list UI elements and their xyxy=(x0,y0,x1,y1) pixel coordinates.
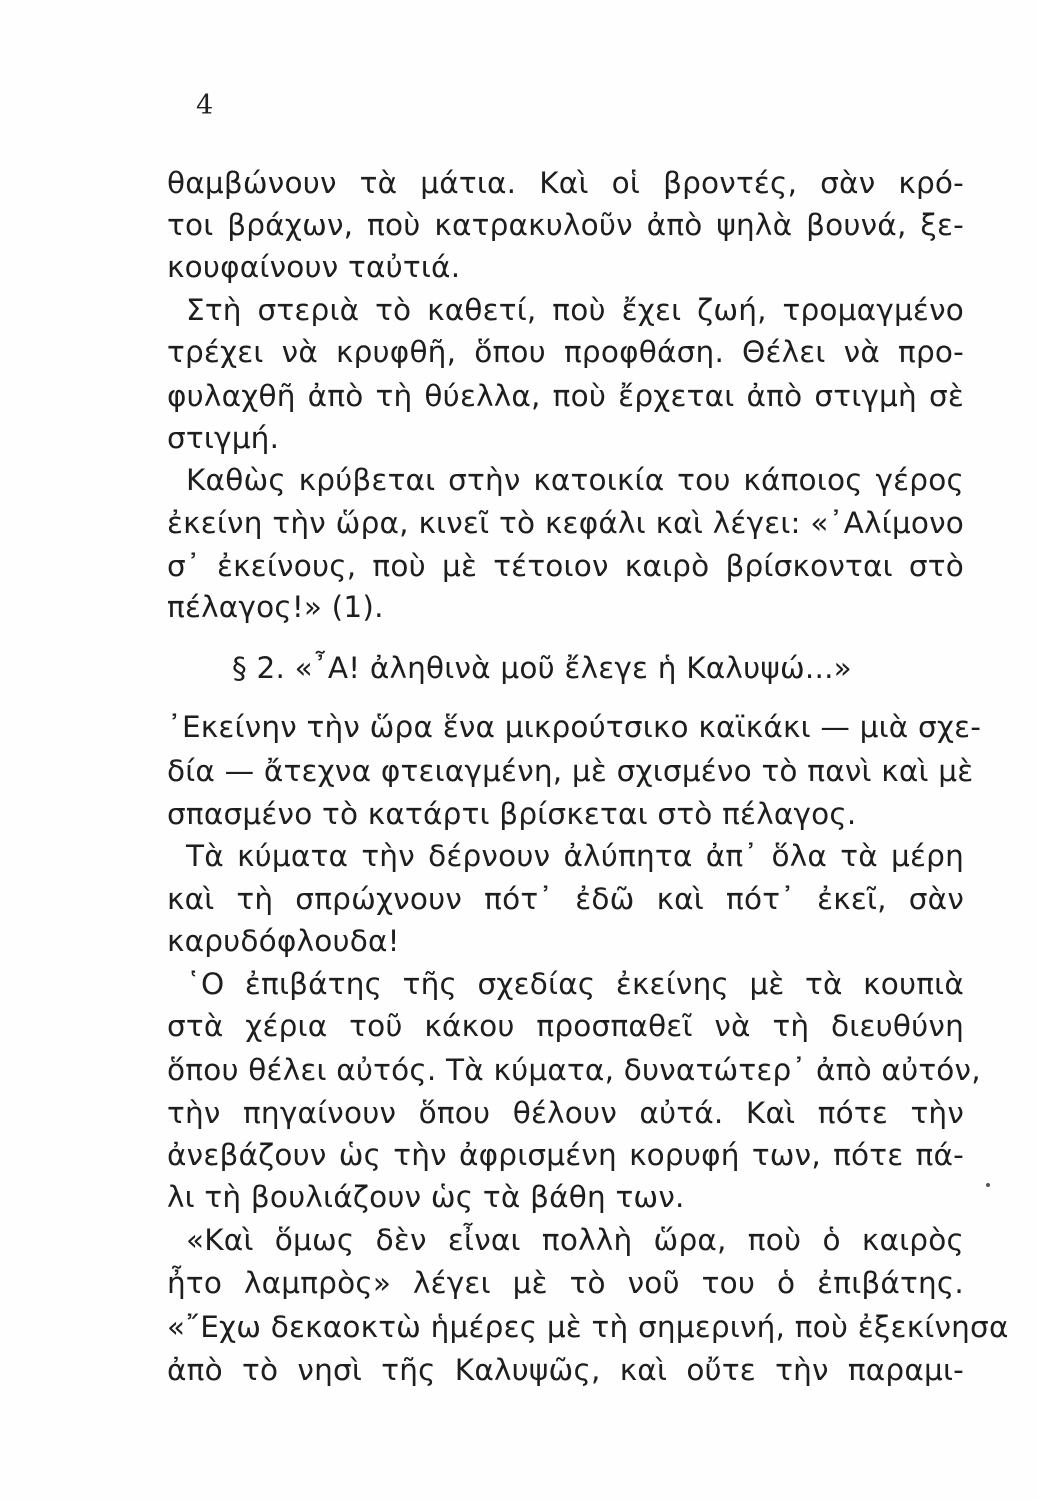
text-line: στιγμή. xyxy=(167,421,280,455)
text-line: ὅπου θέλει αὐτός. Τὰ κύματα, δυνατώτερ᾿ ἀπὸ αὐτόν, xyxy=(167,1053,981,1087)
ink-speck xyxy=(986,1183,990,1187)
text-line: θαμβώνουν τὰ μάτια. Καὶ οἱ βροντές, σὰν κρό- xyxy=(167,166,964,200)
section-heading: § 2. «῏Α! ἀληθινὰ μοῦ ἔλεγε ἡ Καλυψώ...» xyxy=(232,651,852,685)
text-line: σ᾿ ἐκείνους, ποὺ μὲ τέτοιον καιρὸ βρίσκονται στὸ xyxy=(167,549,964,583)
text-line: ᾿Εκείνην τὴν ὥρα ἕνα μικρούτσικο καϊκάκι — μιὰ σχε- xyxy=(167,710,982,744)
text-line: ἀπὸ τὸ νησὶ τῆς Καλυψῶς, καὶ οὔτε τὴν παραμι- xyxy=(167,1353,964,1387)
text-line: τοι βράχων, ποὺ κατρακυλοῦν ἀπὸ ψηλὰ βουνά, ξε- xyxy=(167,208,964,242)
text-line: Στὴ στεριὰ τὸ καθετί, ποὺ ἔχει ζωή, τρομαγμένο xyxy=(186,293,964,327)
text-line: ἐκείνη τὴν ὥρα, κινεῖ τὸ κεφάλι καὶ λέγει: «᾿Αλίμονο xyxy=(167,506,964,540)
text-line: τρέχει νὰ κρυφθῆ, ὅπου προφθάση. Θέλει νὰ προ- xyxy=(167,335,964,369)
text-line: σπασμένο τὸ κατάρτι βρίσκεται στὸ πέλαγος. xyxy=(167,797,857,831)
text-line: Καθὼς κρύβεται στὴν κατοικία του κάποιος γέρος xyxy=(186,463,964,497)
text-line: «῎Εχω δεκαοκτὼ ἡμέρες μὲ τὴ σημερινή, ποὺ ἐξεκίνησα xyxy=(167,1310,1009,1344)
text-line: καὶ τὴ σπρώχνουν πότ᾿ ἐδῶ καὶ πότ᾿ ἐκεῖ, σὰν xyxy=(167,882,964,916)
text-line: τὴν πηγαίνουν ὅπου θέλουν αὐτά. Καὶ πότε τὴν xyxy=(167,1096,964,1130)
text-line: Τὰ κύματα τὴν δέρνουν ἀλύπητα ἀπ᾿ ὅλα τὰ μέρη xyxy=(186,839,964,873)
text-line: ἦτο λαμπρὸς» λέγει μὲ τὸ νοῦ του ὁ ἐπιβάτης. xyxy=(167,1266,964,1300)
page-number: 4 xyxy=(196,90,214,121)
text-line: δία — ἄτεχνα φτειαγμένη, μὲ σχισμένο τὸ πανὶ καὶ μὲ xyxy=(167,754,974,788)
text-line: ῾Ο ἐπιβάτης τῆς σχεδίας ἐκείνης μὲ τὰ κουπιὰ xyxy=(186,967,964,1001)
text-line: ἀνεβάζουν ὡς τὴν ἀφρισμένη κορυφή των, πότε πά- xyxy=(167,1138,964,1172)
text-line: πέλαγος!» (1). xyxy=(167,590,384,624)
text-line: «Καὶ ὅμως δὲν εἶναι πολλὴ ὥρα, ποὺ ὁ καιρὸς xyxy=(186,1223,964,1257)
text-line: λι τὴ βουλιάζουν ὡς τὰ βάθη των. xyxy=(167,1180,685,1214)
text-line: καρυδόφλουδα! xyxy=(167,924,400,958)
text-line: στὰ χέρια τοῦ κάκου προσπαθεῖ νὰ τὴ διευθύνη xyxy=(167,1009,964,1043)
text-line: κουφαίνουν ταὐτιά. xyxy=(167,250,461,284)
text-line: φυλαχθῆ ἀπὸ τὴ θύελλα, ποὺ ἔρχεται ἀπὸ στιγμὴ σὲ xyxy=(167,379,964,413)
